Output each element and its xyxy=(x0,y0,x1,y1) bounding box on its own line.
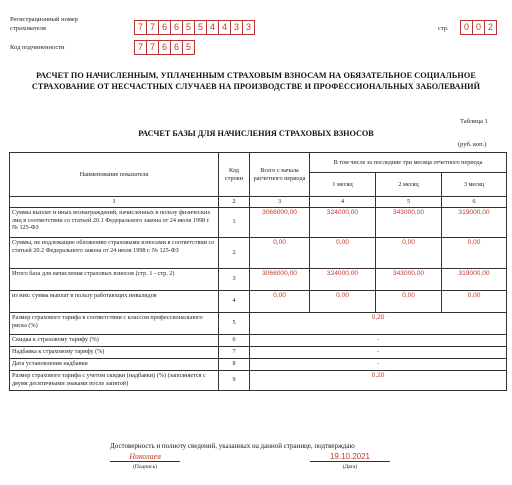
row-code: 3 xyxy=(219,268,250,290)
row-code: 5 xyxy=(219,312,250,334)
page-number-cells xyxy=(460,20,497,35)
digit-cell: 6 xyxy=(158,20,171,35)
row-merged-value: 0,20 xyxy=(250,312,507,334)
subordination-code-cells xyxy=(134,40,195,55)
row-total: 0,00 xyxy=(250,290,310,312)
header-total: Всего с начала расчетного периода xyxy=(250,153,310,197)
document-title: РАСЧЕТ ПО НАЧИСЛЕННЫМ, УПЛАЧЕННЫМ СТРАХОВЫМ ВЗНОСАМ НА ОБЯЗАТЕЛЬНОЕ СОЦИАЛЬНОЕ СТРАХОВАНИЕ ОТ НЕСЧАСТНЫХ СЛУЧАЕВ НА ПРОИЗВОДСТВЕ И ПРОФЕССИОНАЛЬНЫХ ЗАБОЛЕВАНИЙ xyxy=(31,71,481,91)
row-name: из них: сумма выплат в пользу работающих инвалидов xyxy=(10,290,219,312)
row-code: 4 xyxy=(219,290,250,312)
reg-number-cells xyxy=(134,20,255,35)
table-row xyxy=(10,334,507,346)
row-month-1: 0,00 xyxy=(310,237,376,268)
signature: Николаев xyxy=(110,452,180,462)
row-total: 3066000,00 xyxy=(250,207,310,237)
header-month-2: 2 месяц xyxy=(376,173,442,197)
digit-cell: 5 xyxy=(194,20,207,35)
page-label: стр. xyxy=(438,25,449,32)
header-code: Код строки xyxy=(219,153,250,197)
digit-cell: 6 xyxy=(170,40,183,55)
row-month-3: 319000,00 xyxy=(442,268,507,290)
signature-label: (Подпись) xyxy=(133,464,157,470)
row-month-2: 0,00 xyxy=(376,237,442,268)
digit-cell: 3 xyxy=(230,20,243,35)
colnum-1: 1 xyxy=(10,197,219,208)
row-month-2: 343000,00 xyxy=(376,268,442,290)
table-row xyxy=(10,237,507,268)
row-name: Скидка к страховому тарифу (%) xyxy=(10,334,219,346)
row-code: 8 xyxy=(219,358,250,370)
colnum-5: 5 xyxy=(376,197,442,208)
row-code: 2 xyxy=(219,237,250,268)
date-value: 19.10.2021 xyxy=(310,452,390,462)
table-row xyxy=(10,358,507,370)
row-month-1: 324000,00 xyxy=(310,207,376,237)
row-month-2: 0,00 xyxy=(376,290,442,312)
digit-cell: 0 xyxy=(472,20,485,35)
row-code: 1 xyxy=(219,207,250,237)
header-month-3: 3 месяц xyxy=(442,173,507,197)
digit-cell: 5 xyxy=(182,40,195,55)
confirmation-statement: Достоверность и полноту сведений, указанных на данной странице, подтверждаю xyxy=(110,442,355,450)
row-merged-value: - xyxy=(250,346,507,358)
row-name: Итого база для начисления страховых взносов (стр. 1 - стр. 2) xyxy=(10,268,219,290)
row-month-1: 0,00 xyxy=(310,290,376,312)
table-row xyxy=(10,268,507,290)
row-total: 3066000,00 xyxy=(250,268,310,290)
row-merged-value: 0,20 xyxy=(250,370,507,390)
row-name: Суммы, не подлежащие обложению страховыми взносами в соответствии со статьей 20.2 Федерального закона от 24 июля 1998 г. № 125-ФЗ xyxy=(10,237,219,268)
digit-cell: 4 xyxy=(206,20,219,35)
row-month-3: 0,00 xyxy=(442,290,507,312)
row-name: Надбавка к страховому тарифу (%) xyxy=(10,346,219,358)
digit-cell: 6 xyxy=(158,40,171,55)
colnum-3: 3 xyxy=(250,197,310,208)
row-name: Размер страхового тарифа с учетом скидки (надбавки) (%) (заполняется с двумя десятичными знаками после запятой) xyxy=(10,370,219,390)
digit-cell: 4 xyxy=(218,20,231,35)
digit-cell: 7 xyxy=(134,20,147,35)
table-row xyxy=(10,370,507,390)
row-month-3: 319000,00 xyxy=(442,207,507,237)
header-name: Наименование показателя xyxy=(10,153,219,197)
colnum-2: 2 xyxy=(219,197,250,208)
table-number: Таблица 1 xyxy=(460,118,488,125)
digit-cell: 0 xyxy=(460,20,473,35)
header-last-three-months: В том числе за последние три месяца отчетного периода xyxy=(310,153,507,173)
unit-label: (руб. коп.) xyxy=(458,141,487,148)
digit-cell: 2 xyxy=(484,20,497,35)
digit-cell: 3 xyxy=(242,20,255,35)
row-total: 0,00 xyxy=(250,237,310,268)
row-merged-value: - xyxy=(250,334,507,346)
row-month-1: 324000,00 xyxy=(310,268,376,290)
table-row xyxy=(10,312,507,334)
colnum-4: 4 xyxy=(310,197,376,208)
header-month-1: 1 месяц xyxy=(310,173,376,197)
row-name: Суммы выплат и иных вознаграждений, начисленных в пользу физических лиц в соответствии со статьей 20.1 Федерального закона от 24 июля 1998 г. № 125-ФЗ xyxy=(10,207,219,237)
row-month-3: 0,00 xyxy=(442,237,507,268)
date-label: (Дата) xyxy=(342,464,358,470)
row-month-2: 343000,00 xyxy=(376,207,442,237)
digit-cell: 7 xyxy=(134,40,147,55)
digit-cell: 6 xyxy=(170,20,183,35)
table-row xyxy=(10,207,507,237)
table-row xyxy=(10,346,507,358)
row-code: 7 xyxy=(219,346,250,358)
digit-cell: 7 xyxy=(146,40,159,55)
row-name: Дата установления надбавки xyxy=(10,358,219,370)
table-title: РАСЧЕТ БАЗЫ ДЛЯ НАЧИСЛЕНИЯ СТРАХОВЫХ ВЗНОСОВ xyxy=(138,129,374,138)
digit-cell: 7 xyxy=(146,20,159,35)
digit-cell: 5 xyxy=(182,20,195,35)
reg-number-label: Регистрационный номер страхователя xyxy=(10,16,78,32)
row-merged-value: - xyxy=(250,358,507,370)
table-row xyxy=(10,290,507,312)
row-code: 6 xyxy=(219,334,250,346)
row-name: Размер страхового тарифа в соответствии с классом профессионального риска (%) xyxy=(10,312,219,334)
colnum-6: 6 xyxy=(442,197,507,208)
subordination-code-label: Код подчиненности xyxy=(10,44,65,51)
row-code: 9 xyxy=(219,370,250,390)
base-calculation-table xyxy=(9,152,507,391)
